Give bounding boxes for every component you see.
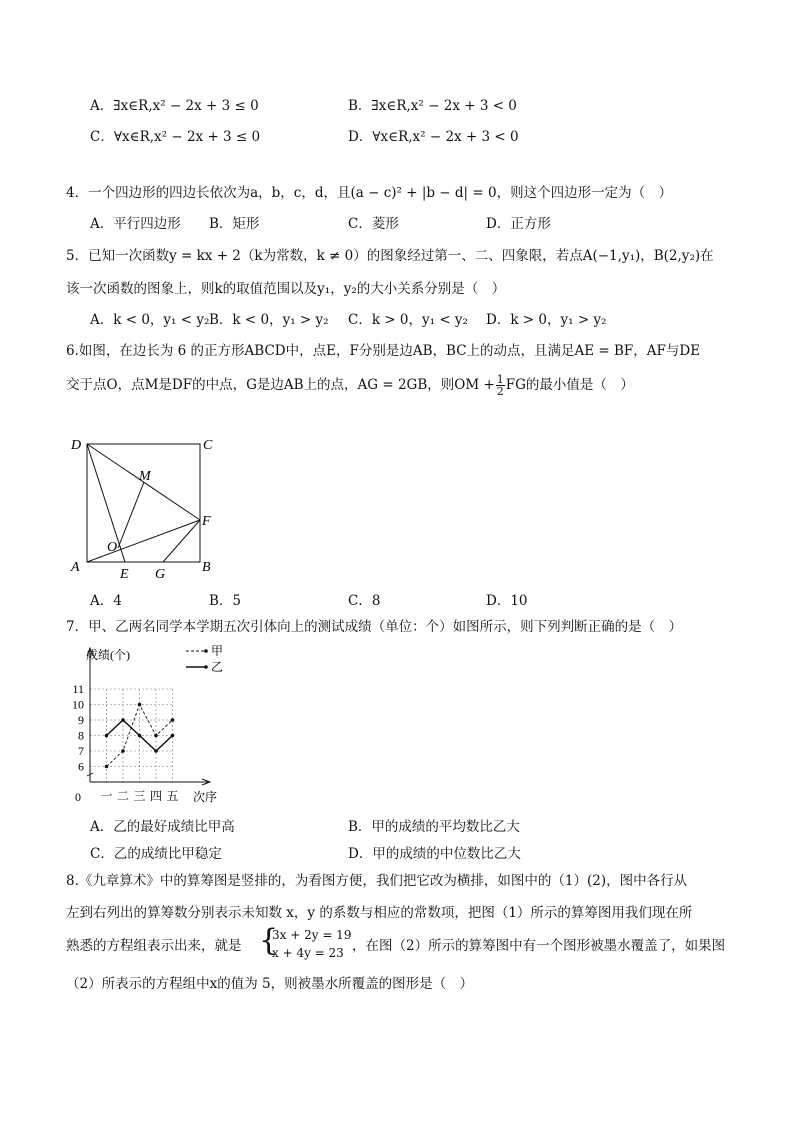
label-g: G bbox=[155, 567, 166, 582]
data-point bbox=[105, 765, 109, 769]
equation-system-brace: { bbox=[259, 923, 279, 958]
q8-stem-line2: 左到右列出的算筹数分别表示未知数 x，y 的系数与相应的常数项，把图（1）所示的算筹图用我们现在所 bbox=[66, 905, 693, 921]
data-point bbox=[154, 734, 158, 738]
fraction-numerator: 1 bbox=[496, 373, 504, 386]
q5-option-b[interactable]: B．k < 0，y₁ > y₂ bbox=[209, 312, 329, 328]
label-c: C bbox=[203, 438, 213, 453]
q6-option-b[interactable]: B．5 bbox=[209, 593, 242, 609]
data-point bbox=[154, 749, 158, 753]
y-tick-label: 8 bbox=[78, 728, 84, 743]
q6-stem-line2-part2: FG的最小值是（ ） bbox=[505, 377, 634, 393]
segment-om bbox=[118, 482, 144, 548]
label-e: E bbox=[120, 567, 129, 582]
origin-label: 0 bbox=[75, 790, 81, 804]
legend-marker bbox=[204, 665, 208, 669]
x-tick-label: 五 bbox=[166, 789, 179, 803]
q8-stem-line3-part2: ，在图（2）所示的算筹图中有一个图形被墨水覆盖了，如果图 bbox=[352, 938, 726, 954]
equation-2: x + 4y = 23 bbox=[272, 946, 344, 960]
y-tick-label: 10 bbox=[72, 697, 84, 712]
data-point bbox=[121, 749, 125, 753]
q8-stem-line3-part1: 熟悉的方程组表示出来，就是 bbox=[66, 938, 242, 954]
data-point bbox=[138, 734, 142, 738]
q7-option-d[interactable]: D．甲的成绩的中位数比乙大 bbox=[348, 846, 521, 862]
label-o: O bbox=[107, 540, 118, 555]
q3-option-a[interactable]: A．∃x∈R,x² − 2x + 3 ≤ 0 bbox=[90, 98, 259, 114]
x-tick-label: 三 bbox=[133, 789, 146, 803]
data-point bbox=[171, 718, 175, 722]
q6-stem-line2-part1: 交于点O，点M是DF的中点，G是边AB上的点，AG = 2GB，则OM + bbox=[66, 377, 495, 393]
segment-fg bbox=[163, 520, 200, 562]
q6-option-a[interactable]: A．4 bbox=[90, 593, 122, 609]
q5-option-d[interactable]: D．k > 0，y₁ > y₂ bbox=[486, 312, 607, 328]
chart-axes bbox=[87, 648, 210, 785]
q4-option-a[interactable]: A．平行四边形 bbox=[90, 216, 181, 232]
label-b: B bbox=[202, 560, 211, 575]
q7-option-a[interactable]: A．乙的最好成绩比甲高 bbox=[90, 819, 235, 835]
q7-option-b[interactable]: B．甲的成绩的平均数比乙大 bbox=[348, 819, 520, 835]
q4-option-b[interactable]: B．矩形 bbox=[209, 216, 260, 232]
square-geometry-figure bbox=[66, 432, 256, 582]
equation-1: 3x + 2y = 19 bbox=[272, 928, 352, 942]
q5-stem-line2: 该一次函数的图象上，则k的取值范围以及y₁，y₂的大小关系分别是（ ） bbox=[66, 281, 506, 297]
chart-series bbox=[105, 649, 208, 768]
y-tick-label: 6 bbox=[78, 759, 84, 774]
q6-stem-line2 bbox=[66, 374, 634, 397]
legend-label: 甲 bbox=[211, 644, 224, 658]
label-a: A bbox=[71, 560, 80, 575]
legend-label: 乙 bbox=[211, 660, 224, 674]
q8-stem-line1: 8.《九章算术》中的算筹图是竖排的，为看图方便，我们把它改为横排，如图中的（1）(2)，图中各行从 bbox=[66, 873, 688, 889]
fraction-denominator: 2 bbox=[496, 385, 504, 398]
x-tick-label: 一 bbox=[100, 789, 113, 803]
y-tick-label: 11 bbox=[72, 682, 84, 696]
q6-option-c[interactable]: C．8 bbox=[348, 593, 381, 609]
data-point bbox=[121, 718, 125, 722]
q3-option-d[interactable]: D．∀x∈R,x² − 2x + 3 < 0 bbox=[348, 129, 519, 145]
data-point bbox=[105, 734, 109, 738]
x-tick-label: 四 bbox=[149, 789, 163, 803]
q4-option-c[interactable]: C．菱形 bbox=[348, 216, 399, 232]
y-tick-label: 7 bbox=[78, 744, 84, 758]
q3-option-b[interactable]: B．∃x∈R,x² − 2x + 3 < 0 bbox=[348, 98, 517, 114]
q8-stem-line4: （2）所表示的方程组中x的值为 5，则被墨水所覆盖的图形是（ ） bbox=[66, 976, 474, 992]
square-abcd bbox=[87, 444, 200, 562]
q3-option-c[interactable]: C．∀x∈R,x² − 2x + 3 ≤ 0 bbox=[90, 129, 261, 145]
q5-stem-line1: 5．已知一次函数y = kx + 2（k为常数，k ≠ 0）的图象经过第一、二、四象限，若点A(−1,y₁)，B(2,y₂)在 bbox=[66, 248, 714, 264]
data-point bbox=[171, 734, 175, 738]
q6-option-d[interactable]: D．10 bbox=[486, 593, 528, 609]
q6-stem-line1: 6.如图，在边长为 6 的正方形ABCD中，点E，F分别是边AB，BC上的动点，且满足AE = BF，AF与DE bbox=[66, 343, 701, 359]
data-point bbox=[138, 703, 142, 707]
q5-option-a[interactable]: A．k < 0，y₁ < y₂ bbox=[90, 312, 210, 328]
segment-af bbox=[87, 520, 200, 562]
q7-stem: 7．甲、乙两名同学本学期五次引体向上的测试成绩（单位：个）如图所示，则下列判断正确的是（ ） bbox=[66, 619, 683, 635]
one-half-fraction bbox=[496, 374, 505, 397]
y-axis-title: 成绩(个) bbox=[86, 648, 130, 662]
x-tick-label: 二 bbox=[116, 789, 130, 803]
label-f: F bbox=[202, 514, 211, 529]
q4-stem: 4．一个四边形的四边长依次为a，b，c，d，且(a − c)² + |b − d| = 0，则这个四边形一定为（ ） bbox=[66, 185, 673, 201]
label-d: D bbox=[71, 438, 82, 453]
score-line-chart bbox=[68, 640, 248, 810]
chart-grid bbox=[90, 689, 173, 782]
q5-option-c[interactable]: C．k > 0，y₁ < y₂ bbox=[348, 312, 468, 328]
legend-marker bbox=[204, 649, 208, 653]
chart-text bbox=[72, 644, 223, 804]
y-tick-label: 9 bbox=[78, 713, 84, 727]
x-axis-title: 次序 bbox=[193, 790, 218, 804]
label-m: M bbox=[139, 469, 151, 484]
q4-option-d[interactable]: D．正方形 bbox=[486, 216, 551, 232]
q7-option-c[interactable]: C．乙的成绩比甲稳定 bbox=[90, 846, 222, 862]
